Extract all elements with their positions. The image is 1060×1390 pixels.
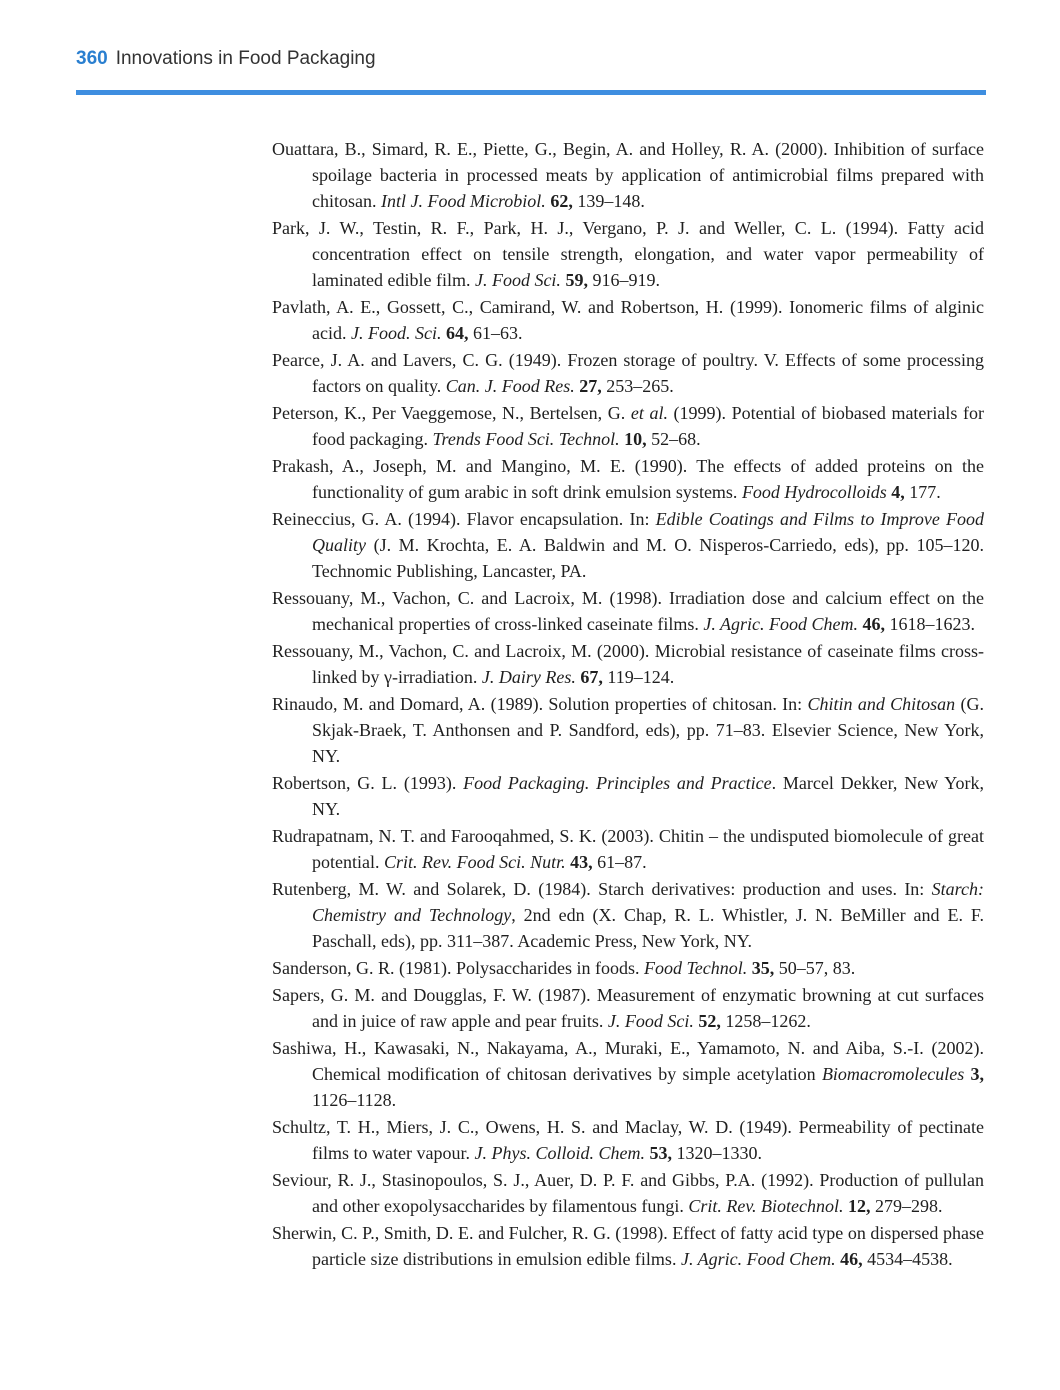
reference-entry [272,823,984,875]
reference-journal: Intl J. Food Microbiol. [381,191,546,211]
reference-authors-title: Ressouany, M., Vachon, C. and Lacroix, M. (2000). Microbial resistance of caseinate films cross-linked by γ-irradiation. [272,641,984,687]
reference-et-al: et al. [630,403,668,423]
reference-pages: 139–148. [572,191,645,211]
reference-authors-title: Ouattara, B., Simard, R. E., Piette, G., Begin, A. and Holley, R. A. (2000). Inhibition of surface spoilage bacteria in processed meats by application of antimicrobial films prepared with chitosan. [272,139,984,211]
book-title: Innovations in Food Packaging [115,48,376,69]
reference-authors-title: Rutenberg, M. W. and Solarek, D. (1984). Starch derivatives: production and uses. In: [272,879,932,899]
reference-entry [272,506,984,584]
reference-journal: Chitin and Chitosan [807,694,956,714]
reference-pages: 916–919. [587,270,660,290]
reference-journal: Edible Coatings and Films to Improve Food Quality [312,509,984,555]
reference-entry [272,400,984,452]
reference-entry [272,1167,984,1219]
reference-volume: 52, [698,1011,721,1031]
reference-journal: J. Dairy Res. [481,667,576,687]
reference-entry [272,770,984,822]
reference-volume: 53, [649,1143,672,1163]
reference-pages: 177. [904,482,941,502]
reference-authors-title: Schultz, T. H., Miers, J. C., Owens, H. S. and Maclay, W. D. (1949). Permeability of pectinate films to water vapour. [272,1117,984,1163]
reference-pages: 1618–1623. [885,614,976,634]
reference-journal: J. Agric. Food Chem. [680,1249,836,1269]
reference-entry [272,1114,984,1166]
page-number: 360 [76,48,108,69]
reference-volume: 4, [891,482,905,502]
reference-volume: 62, [550,191,573,211]
reference-pages: 119–124. [602,667,675,687]
reference-journal: Food Hydrocolloids [741,482,887,502]
reference-entry [272,691,984,769]
reference-authors-title: Park, J. W., Testin, R. F., Park, H. J., Vergano, P. J. and Weller, C. L. (1994). Fatty acid concentration effect on tensile strength, elongation, and water vapor permeability of laminated edible film. [272,218,984,290]
reference-volume: 64, [445,323,469,343]
reference-entry [272,215,984,293]
reference-authors-title: Pearce, J. A. and Lavers, C. G. (1949). Frozen storage of poultry. V. Effects of some processing factors on quality. [272,350,984,396]
reference-entry [272,638,984,690]
reference-entry [272,136,984,214]
reference-pages: 61–63. [468,323,523,343]
reference-authors-title: Pavlath, A. E., Gossett, C., Camirand, W. and Robertson, H. (1999). Ionomeric films of alginic acid. [272,297,984,343]
reference-journal: J. Food. Sci. [350,323,442,343]
reference-volume: 10, [624,429,647,449]
reference-entry [272,1220,984,1272]
reference-authors-title: Sashiwa, H., Kawasaki, N., Nakayama, A., Muraki, E., Yamamoto, N. and Aiba, S.-I. (2002). Chemical modification of chitosan derivatives by simple acetylation [272,1038,984,1084]
reference-pages: . Marcel Dekker, New York, NY. [312,773,984,819]
header-rule [76,90,986,95]
reference-pages: , 2nd edn (X. Chap, R. L. Whistler, J. N. BeMiller and E. F. Paschall, eds), pp. 311–387. Academic Press, New York, NY. [312,905,984,951]
reference-journal: J. Agric. Food Chem. [703,614,859,634]
reference-journal: J. Food Sci. [607,1011,694,1031]
reference-authors-title: Prakash, A., Joseph, M. and Mangino, M. E. (1990). The effects of added proteins on the functionality of gum arabic in soft drink emulsion systems. [272,456,984,502]
reference-pages: 52–68. [646,429,701,449]
reference-authors-title: Sanderson, G. R. (1981). Polysaccharides in foods. [272,958,644,978]
reference-pages: 1126–1128. [312,1090,397,1110]
reference-pages: 1320–1330. [671,1143,762,1163]
reference-entry [272,453,984,505]
reference-authors-title: Sapers, G. M. and Dougglas, F. W. (1987). Measurement of enzymatic browning at cut surfaces and in juice of raw apple and pear fruits. [272,985,984,1031]
reference-authors-title: Rudrapatnam, N. T. and Farooqahmed, S. K. (2003). Chitin – the undisputed biomolecule of great potential. [272,826,984,872]
reference-volume: 59, [565,270,588,290]
reference-authors-title: Seviour, R. J., Stasinopoulos, S. J., Auer, D. P. F. and Gibbs, P.A. (1992). Production of pullulan and other exopolysaccharides by filamentous fungi. [272,1170,984,1216]
reference-entry [272,585,984,637]
reference-entry [272,876,984,954]
reference-entry [272,1035,984,1113]
reference-authors-title: Rinaudo, M. and Domard, A. (1989). Solution properties of chitosan. In: [272,694,808,714]
reference-journal: Food Packaging. Principles and Practice [463,773,772,793]
reference-pages: 4534–4538. [862,1249,953,1269]
reference-volume: 35, [751,958,775,978]
reference-journal: Starch: Chemistry and Technology [312,879,984,925]
reference-journal: Can. J. Food Res. [445,376,575,396]
reference-pages: 50–57, 83. [774,958,856,978]
reference-entry [272,982,984,1034]
reference-entry [272,347,984,399]
reference-pages: (G. Skjak-Braek, T. Anthonsen and P. Sandford, eds), pp. 71–83. Elsevier Science, New York, NY. [312,694,984,766]
reference-volume: 12, [848,1196,871,1216]
reference-volume: 3, [970,1064,984,1084]
reference-journal: J. Food Sci. [474,270,561,290]
reference-entry [272,294,984,346]
reference-volume: 43, [570,852,593,872]
reference-journal: Trends Food Sci. Technol. [432,429,620,449]
reference-journal: Crit. Rev. Food Sci. Nutr. [383,852,566,872]
reference-volume: 67, [580,667,603,687]
reference-authors-title: Ressouany, M., Vachon, C. and Lacroix, M. (1998). Irradiation dose and calcium effect on the mechanical properties of cross-linked caseinate films. [272,588,984,634]
reference-pages: 61–87. [592,852,647,872]
reference-entry [272,955,984,981]
reference-pages: (J. M. Krochta, E. A. Baldwin and M. O. Nisperos-Carriedo, eds), pp. 105–120. Technomic Publishing, Lancaster, PA. [312,535,984,581]
reference-journal: Food Technol. [643,958,748,978]
running-header [76,48,986,74]
reference-volume: 27, [579,376,602,396]
reference-pages: 253–265. [601,376,674,396]
reference-authors-title: Peterson, K., Per Vaeggemose, N., Bertelsen, G. [272,403,631,423]
reference-volume: 46, [840,1249,863,1269]
reference-volume: 46, [862,614,886,634]
reference-list [272,136,984,1273]
reference-authors-title: Reineccius, G. A. (1994). Flavor encapsulation. In: [272,509,656,529]
reference-authors-title: Robertson, G. L. (1993). [272,773,464,793]
reference-pages: 279–298. [870,1196,943,1216]
reference-authors-title: Sherwin, C. P., Smith, D. E. and Fulcher, R. G. (1998). Effect of fatty acid type on dispersed phase particle size distributions in emulsion edible films. [272,1223,984,1269]
reference-journal: Crit. Rev. Biotechnol. [688,1196,844,1216]
reference-title: (1999). Potential of biobased materials for food packaging. [312,403,985,449]
reference-pages: 1258–1262. [720,1011,811,1031]
reference-journal: J. Phys. Colloid. Chem. [474,1143,645,1163]
reference-journal: Biomacromolecules [821,1064,965,1084]
